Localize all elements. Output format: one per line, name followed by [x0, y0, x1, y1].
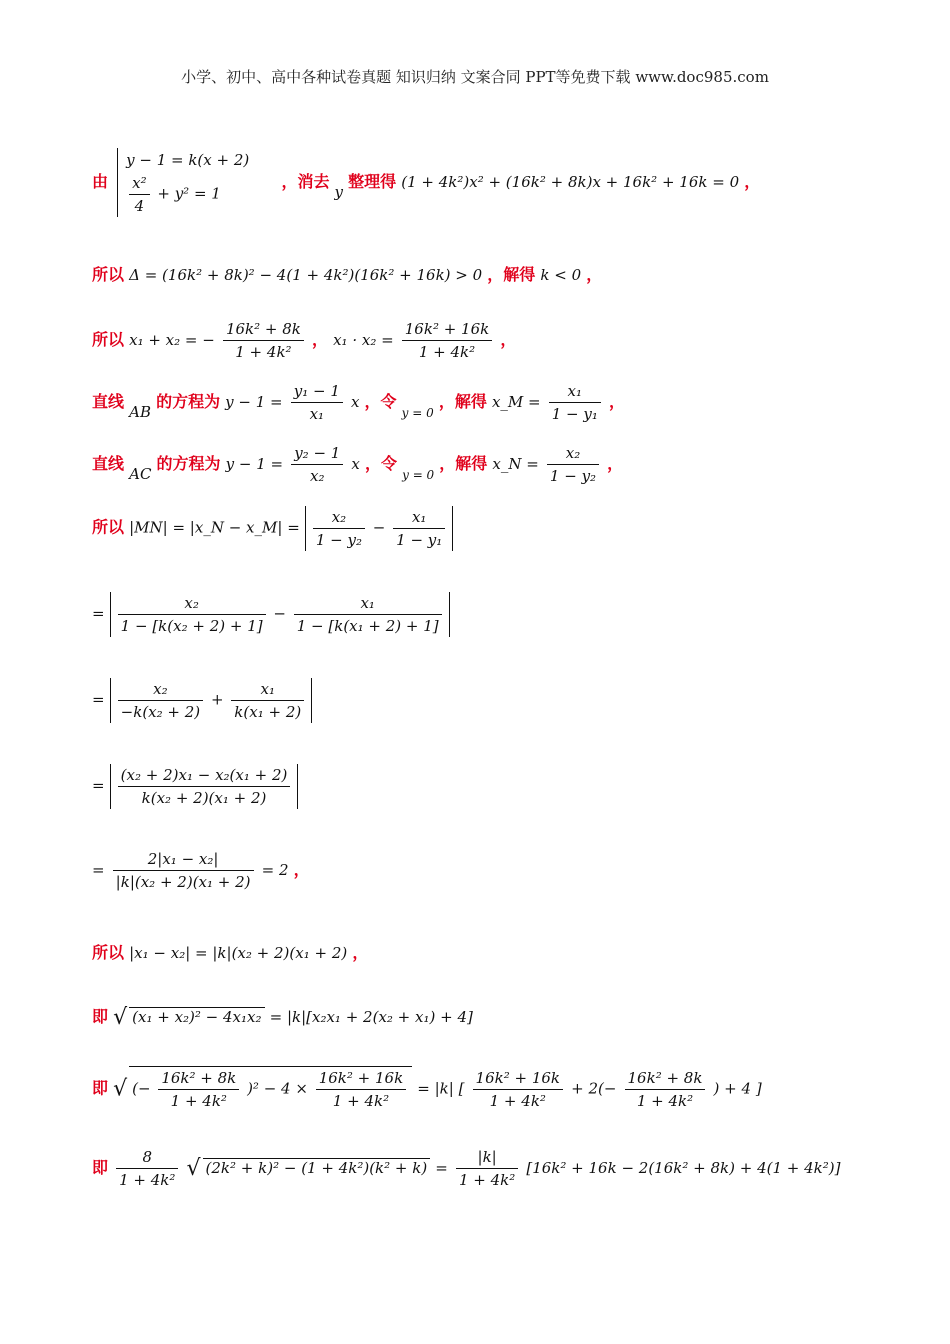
line-12	[92, 1004, 473, 1030]
sqrt-sign: √	[186, 1156, 201, 1181]
line-3-lhs2: x₁ · x₂ =	[333, 331, 394, 349]
line-3	[92, 318, 516, 363]
frac-num: x₁	[294, 592, 442, 615]
line-5	[92, 442, 623, 487]
frac-num: 16k² + 16k	[402, 318, 492, 341]
line-10-lhs: =	[92, 861, 105, 879]
line-3-lhs1: x₁ + x₂ = −	[129, 331, 215, 349]
line-9-frac	[118, 764, 291, 809]
line-6	[92, 506, 453, 551]
line-3-frac-2	[402, 318, 492, 363]
frac-num: 16k² + 16k	[316, 1067, 406, 1090]
system-frac-den: 4	[134, 197, 145, 215]
line-9-lhs: =	[92, 776, 105, 795]
line-13-frac-3	[473, 1067, 563, 1112]
page-header: 小学、初中、高中各种试卷真题 知识归纳 文案合同 PPT等免费下载 www.doc985.com	[181, 68, 769, 86]
line-5-lhs: y − 1 =	[225, 455, 284, 473]
line-4-end: ，	[608, 392, 625, 411]
line-8-frac-1	[118, 678, 203, 723]
frac-den: 1 − y₂	[315, 531, 362, 549]
line-3-prefix: 所以	[92, 330, 125, 349]
frac-num: |k|	[456, 1146, 518, 1169]
line-7-frac-2	[294, 592, 442, 637]
line-10-rhs: = 2	[261, 861, 289, 879]
line-3-frac-1	[223, 318, 304, 363]
line-5-mid3: ，解得	[439, 454, 488, 473]
line-11-equation: |x₁ − x₂| = |k|(x₂ + 2)(x₁ + 2)	[129, 944, 348, 962]
operator: −	[372, 518, 386, 537]
line-5-rhs: x	[351, 455, 360, 473]
frac-den: 1 − [k(x₂ + 2) + 1]	[120, 617, 263, 635]
frac-den: k(x₂ + 2)(x₁ + 2)	[141, 789, 267, 807]
frac-num: 16k² + 8k	[158, 1067, 239, 1090]
frac-den: 1 − y₁	[396, 531, 443, 549]
frac-num: x₂	[118, 678, 203, 701]
frac-num: x₁	[231, 678, 304, 701]
line-5-frac-2	[547, 442, 599, 487]
line-1-end: ，	[744, 172, 761, 191]
line-8-lhs: =	[92, 690, 105, 709]
line-4-mid2: ，令	[364, 392, 397, 411]
line-12-radicand: (x₁ + x₂)² − 4x₁x₂	[129, 1007, 264, 1026]
line-13-frac-2	[316, 1067, 406, 1112]
frac-num: 16k² + 8k	[223, 318, 304, 341]
line-1-mid2: 整理得	[348, 172, 397, 191]
line-5-mid2: ，令	[364, 454, 397, 473]
line-4-rhs: x	[350, 393, 360, 411]
line-11-end: ，	[352, 943, 369, 962]
frac-den: k(x₁ + 2)	[234, 703, 302, 721]
line-4	[92, 380, 625, 425]
line-6-frac-2	[393, 506, 445, 551]
line-10	[92, 848, 310, 893]
line-2-equation-2: k < 0	[540, 266, 582, 284]
line-1-mid: ，消去	[281, 172, 330, 191]
equation-system	[117, 148, 249, 217]
line-11-prefix: 所以	[92, 943, 125, 962]
frac-num: x₂	[547, 442, 599, 465]
line-4-frac-2	[549, 380, 601, 425]
line-10-frac	[113, 848, 254, 893]
frac-den: 1 + 4k²	[332, 1092, 390, 1110]
system-eq-2-rest: + y² = 1	[157, 184, 221, 203]
line-4-mid3: ，解得	[438, 392, 487, 411]
line-5-frac-1	[291, 442, 343, 487]
line-2-prefix: 所以	[92, 265, 125, 284]
frac-num: 8	[116, 1146, 178, 1169]
frac-num: x₂	[313, 506, 365, 529]
line-1	[92, 148, 760, 217]
line-14	[92, 1146, 840, 1191]
line-7-abs	[110, 592, 450, 637]
sqrt-sign: √	[113, 1005, 128, 1030]
line-9	[92, 764, 298, 809]
line-3-end: ，	[500, 330, 517, 349]
line-12-prefix: 即	[92, 1007, 109, 1026]
system-frac-num: x²	[129, 172, 149, 195]
system-eq-1: y − 1 = k(x + 2)	[126, 151, 250, 169]
line-1-prefix: 由	[92, 172, 109, 191]
line-14-rhs: [16k² + 16k − 2(16k² + 8k) + 4(1 + 4k²)]	[526, 1159, 841, 1177]
line-4-frac-1	[291, 380, 343, 425]
line-2-mid: ，解得	[487, 265, 536, 284]
frac-den: x₁	[309, 405, 325, 423]
line-4-var: AB	[129, 403, 151, 421]
line-13-frac-1	[158, 1067, 239, 1112]
line-2-equation: Δ = (16k² + 8k)² − 4(1 + 4k²)(16k² + 16k) > 0	[129, 266, 483, 284]
frac-den: |k|(x₂ + 2)(x₁ + 2)	[115, 873, 251, 891]
frac-den: 1 + 4k²	[235, 343, 292, 361]
frac-den: x₂	[310, 467, 325, 485]
frac-den: 1 + 4k²	[119, 1171, 176, 1189]
line-14-frac-1	[116, 1146, 178, 1191]
line-5-lhs2: x_N =	[492, 455, 539, 473]
frac-num: x₂	[118, 592, 266, 615]
line-14-eq: =	[435, 1159, 448, 1177]
line-5-mid: 的方程为	[156, 454, 221, 473]
line-14-frac-2	[456, 1146, 518, 1191]
line-4-lhs2: x_M =	[491, 393, 541, 411]
line-5-prefix: 直线	[92, 454, 125, 473]
line-4-mid: 的方程为	[156, 392, 221, 411]
frac-den: 1 + 4k²	[170, 1092, 227, 1110]
line-13-prefix: 即	[92, 1078, 109, 1098]
frac-num: 2|x₁ − x₂|	[113, 848, 254, 871]
line-3-sep: ，	[311, 330, 328, 349]
frac-den: 1 + 4k²	[458, 1171, 516, 1189]
line-1-equation: (1 + 4k²)x² + (16k² + 8k)x + 16k² + 16k = 0	[401, 173, 740, 191]
frac-den: 1 − y₁	[551, 405, 598, 423]
frac-num: 16k² + 16k	[473, 1067, 563, 1090]
line-4-cond: y = 0	[401, 406, 434, 420]
frac-num: y₂ − 1	[291, 442, 343, 465]
line-12-rhs: = |k|[x₂x₁ + 2(x₂ + x₁) + 4]	[269, 1008, 473, 1026]
frac-num: (x₂ + 2)x₁ − x₂(x₁ + 2)	[118, 764, 291, 787]
frac-den: 1 + 4k²	[489, 1091, 546, 1110]
line-13-part-e: ) + 4 ]	[713, 1079, 762, 1098]
part-a: (−	[132, 1079, 151, 1098]
part-b: )² − 4 ×	[247, 1079, 308, 1098]
line-5-cond: y = 0	[402, 468, 435, 482]
line-13-part-d: + 2(−	[571, 1079, 617, 1098]
line-7-lhs: =	[92, 604, 105, 623]
line-14-radicand: (2k² + k)² − (1 + 4k²)(k² + k)	[203, 1158, 431, 1177]
line-4-prefix: 直线	[92, 392, 125, 411]
frac-num: 16k² + 8k	[625, 1067, 706, 1090]
line-13	[92, 1066, 762, 1112]
line-5-var: AC	[129, 465, 152, 483]
frac-den: 1 + 4k²	[636, 1091, 694, 1110]
frac-num: x₁	[393, 506, 445, 529]
line-9-abs	[110, 764, 299, 809]
frac-den: −k(x₂ + 2)	[120, 703, 201, 721]
line-8-abs	[110, 678, 313, 723]
line-14-prefix: 即	[92, 1158, 109, 1177]
line-6-prefix: 所以	[92, 517, 125, 537]
sqrt-sign: √	[113, 1076, 128, 1102]
line-1-var: y	[334, 183, 344, 201]
frac-num: y₁ − 1	[291, 380, 343, 403]
line-11	[92, 940, 368, 963]
line-13-radicand	[129, 1066, 412, 1112]
operator: −	[273, 604, 286, 623]
system-eq-2	[126, 172, 249, 217]
line-13-frac-4	[625, 1067, 706, 1112]
line-4-lhs: y − 1 =	[225, 393, 283, 411]
frac-num: x₁	[549, 380, 601, 403]
frac-den: 1 + 4k²	[418, 343, 476, 361]
operator: +	[210, 690, 224, 709]
line-13-part-c: = |k| [	[417, 1079, 465, 1098]
line-7	[92, 592, 450, 637]
line-2	[92, 262, 602, 285]
line-5-end: ，	[607, 454, 624, 473]
line-6-abs	[305, 506, 453, 551]
line-8	[92, 678, 312, 723]
frac-den: 1 − [k(x₁ + 2) + 1]	[296, 617, 439, 635]
frac-den: 1 − y₂	[549, 467, 597, 485]
line-2-end: ，	[586, 265, 603, 284]
line-6-frac-1	[313, 506, 365, 551]
line-7-frac-1	[118, 592, 266, 637]
line-6-lhs: |MN| = |x_N − x_M| =	[129, 518, 300, 537]
line-8-frac-2	[231, 678, 304, 723]
line-10-end: ，	[293, 860, 310, 879]
